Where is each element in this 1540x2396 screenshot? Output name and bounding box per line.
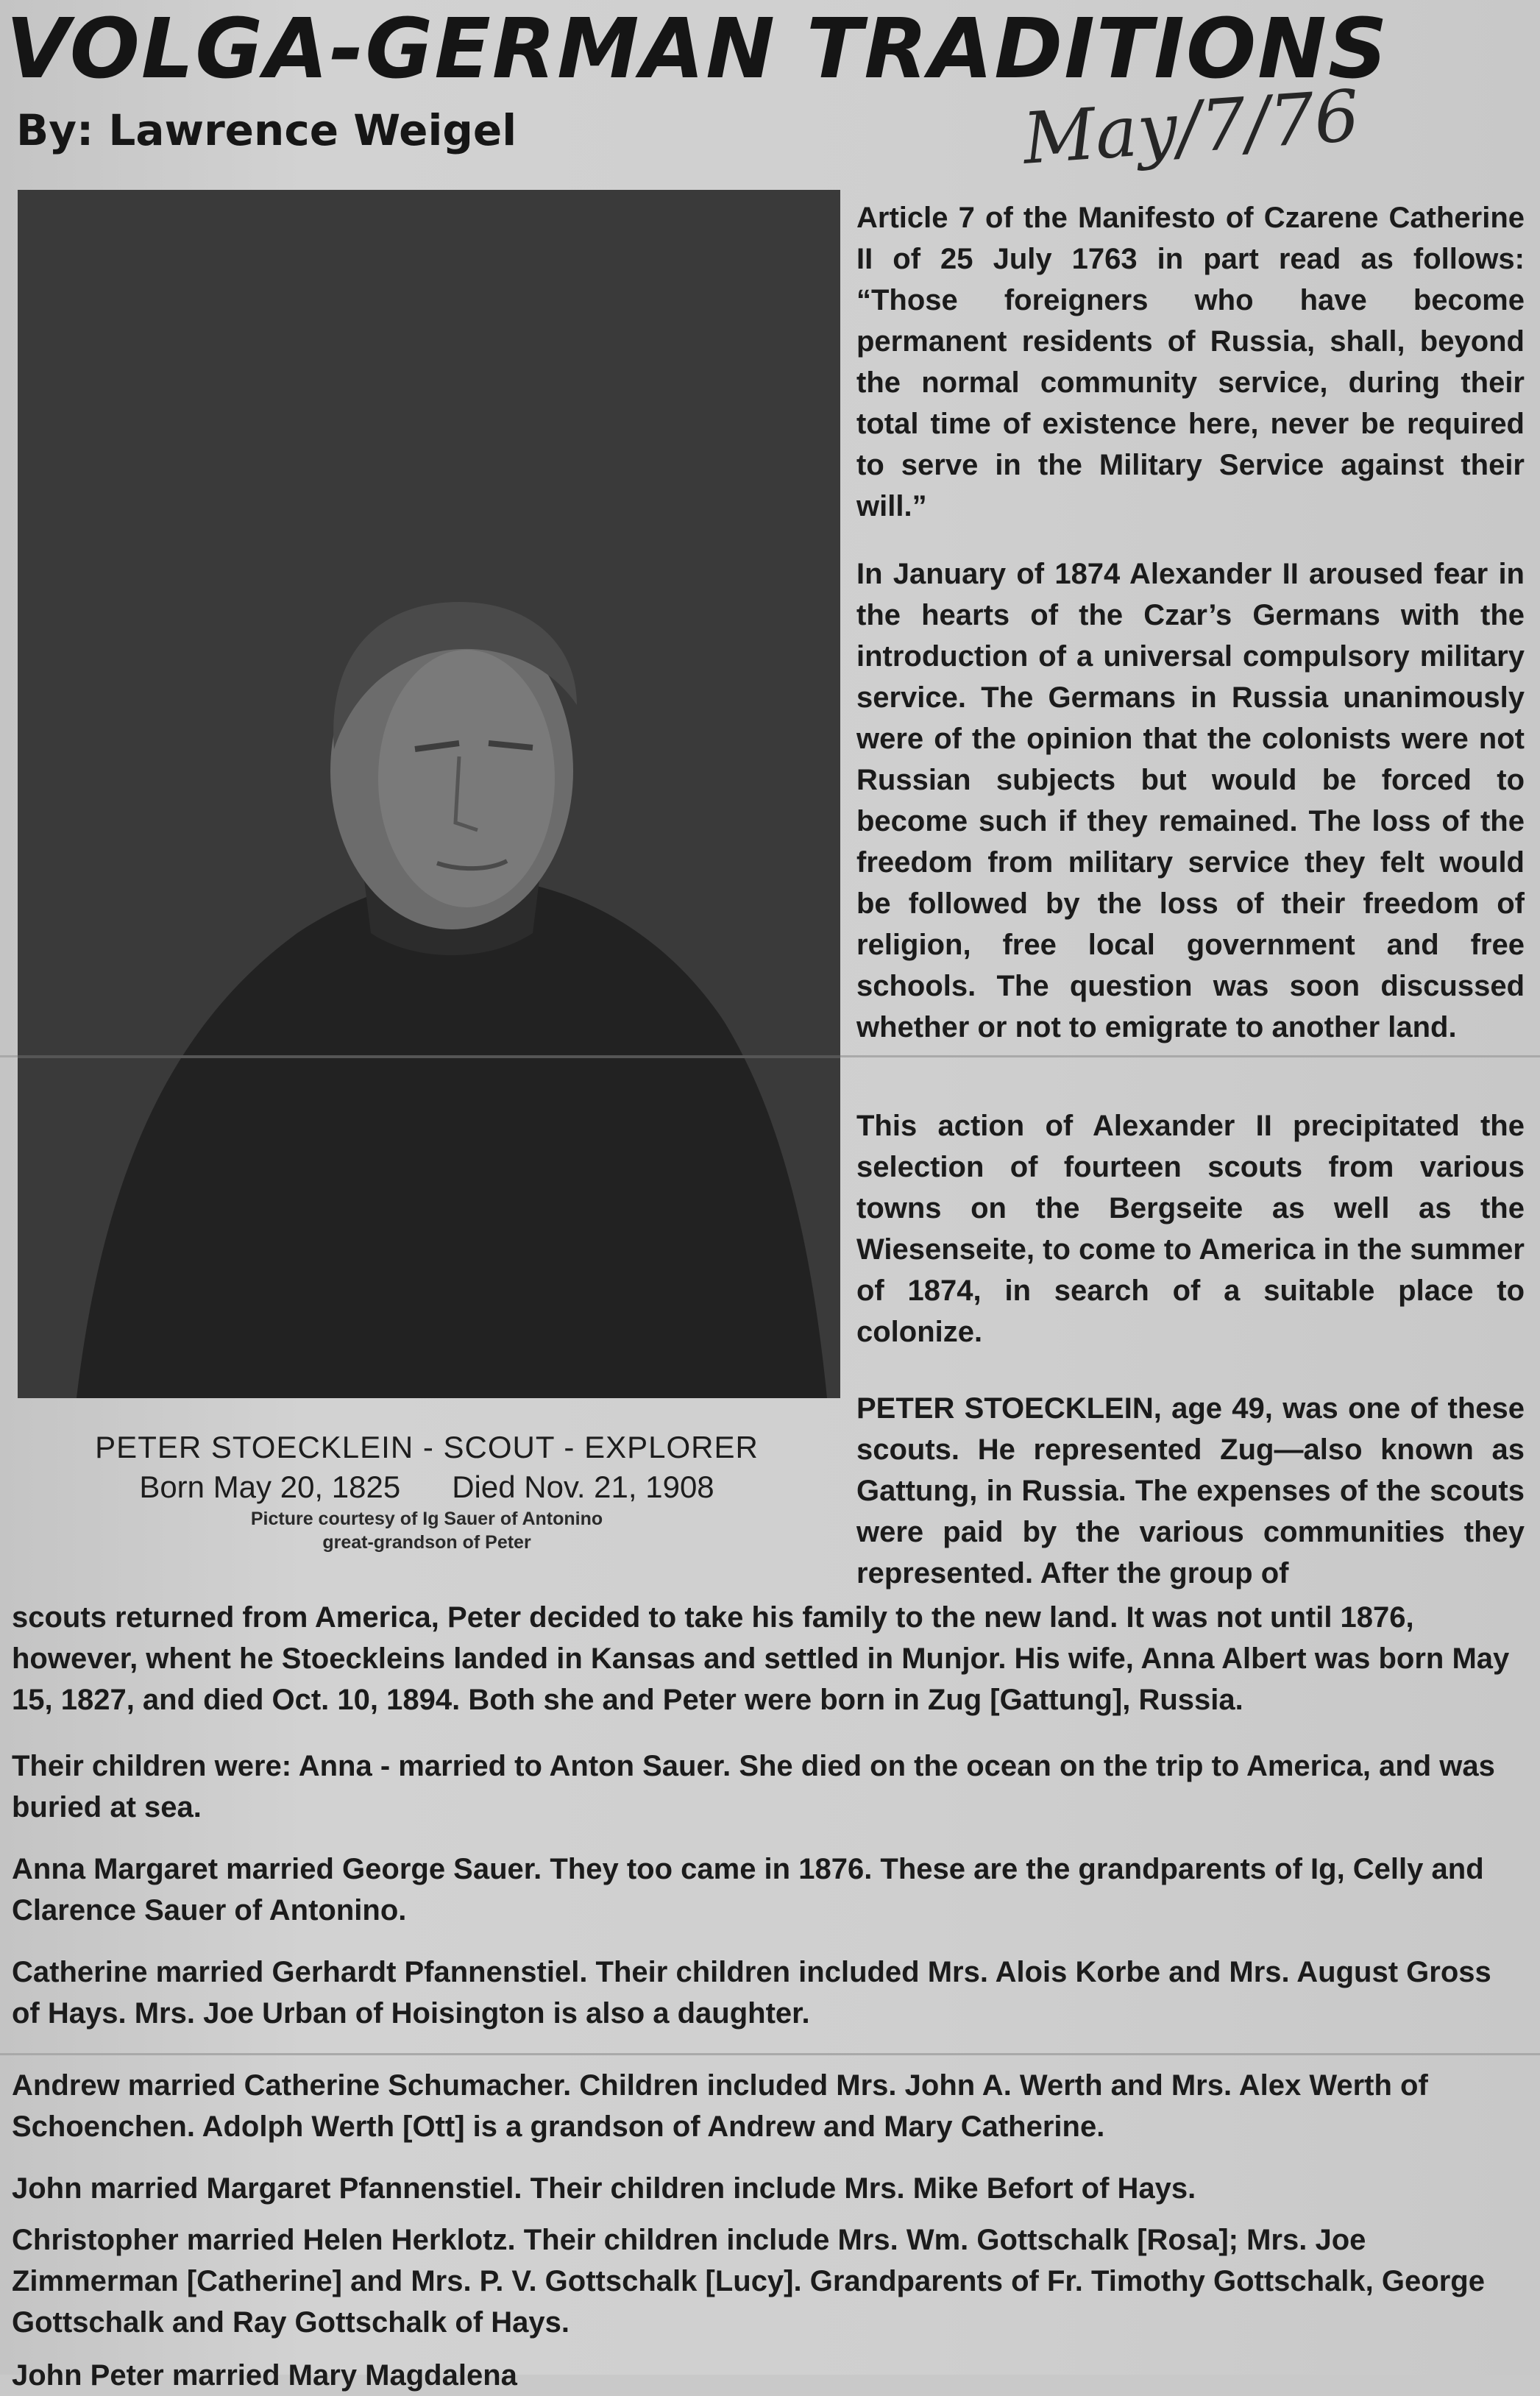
caption-name: PETER STOECKLEIN - SCOUT - EXPLORER: [95, 1430, 759, 1464]
paragraph: scouts returned from America, Peter decided to take his family to the new land. It was not until 1876, however, whent he Stoeckleins landed in Kansas and settled in Munjor. His wife, Anna Albert was born May 15, 1827, and died Oct. 10, 1894. Both she and Peter were born in Zug [Gattung], Russia.: [12, 1601, 1510, 1716]
caption-dates: Born May 20, 1825 Died Nov. 21, 1908: [139, 1470, 714, 1504]
paragraph: John married Margaret Pfannenstiel. Their children include Mrs. Mike Befort of Hays.: [12, 2172, 1196, 2205]
cut-off-line: John Peter married Mary Magdalena: [12, 2359, 517, 2392]
paragraph: This action of Alexander II precipitated the selection of fourteen scouts from various towns on the Bergseite as well as the Wiesenseite, to come to America in the summer of 1874, in search of a suitable place to colonize.: [856, 1110, 1525, 1348]
byline: By: Lawrence Weigel: [16, 105, 517, 155]
paragraph: PETER STOECKLEIN, age 49, was one of these scouts. He represented Zug—also known as Gattung, in Russia. The expenses of the scouts were paid by the various communities they represented. After the group of: [856, 1392, 1525, 1589]
portrait-photo: [18, 190, 840, 1398]
headline: VOLGA-GERMAN TRADITIONS: [6, 1, 1389, 97]
paragraph: Anna Margaret married George Sauer. They too came in 1876. These are the grandparents of Ig, Celly and Clarence Sauer of Antonino.: [12, 1853, 1484, 1927]
paragraph: Christopher married Helen Herklotz. Their children include Mrs. Wm. Gottschalk [Rosa]; Mrs. Joe Zimmerman [Catherine] and Mrs. P. V. Gottschalk [Lucy]. Grandparents of Fr. Timothy Gottschalk, George Gottschalk and Ray Gottschalk of Hays.: [12, 2224, 1485, 2339]
photo-caption: [29, 1428, 824, 1554]
cut-off-text: [12, 2355, 1520, 2392]
paragraph: Their children were: Anna - married to Anton Sauer. She died on the ocean on the trip to America, and was buried at sea.: [12, 1750, 1495, 1823]
paragraph: Article 7 of the Manifesto of Czarene Catherine II of 25 July 1763 in part read as follows: “Those foreigners who have become permanent residents of Russia, shall, beyond the normal community service, during their total time of existence here, never be required to serve in the Military Service against their will.”: [856, 202, 1525, 522]
paragraph: Andrew married Catherine Schumacher. Children included Mrs. John A. Werth and Mrs. Alex Werth of Schoenchen. Adolph Werth [Ott] is a grandson of Andrew and Mary Catherine.: [12, 2069, 1428, 2143]
paragraph: Catherine married Gerhardt Pfannenstiel. Their children included Mrs. Alois Korbe and Mrs. August Gross of Hays. Mrs. Joe Urban of Hoisington is also a daughter.: [12, 1956, 1491, 2030]
portrait-figure: [18, 190, 840, 1398]
caption-credit-2: great-grandson of Peter: [322, 1532, 531, 1553]
fold-line: [0, 2053, 1540, 2055]
paragraph: In January of 1874 Alexander II aroused fear in the hearts of the Czar’s Germans with the introduction of a universal compulsory military service. The Germans in Russia unanimously were of the opinion that the colonists were not Russian subjects but would be forced to become such if they remained. The loss of the freedom from military service they felt would be followed by the loss of their freedom of religion, free local government and free schools. The question was soon discussed whether or not to emigrate to another land.: [856, 558, 1525, 1043]
handwritten-date: May/7/76: [1020, 74, 1363, 180]
caption-credit: Picture courtesy of Ig Sauer of Antonino: [250, 1509, 603, 1529]
